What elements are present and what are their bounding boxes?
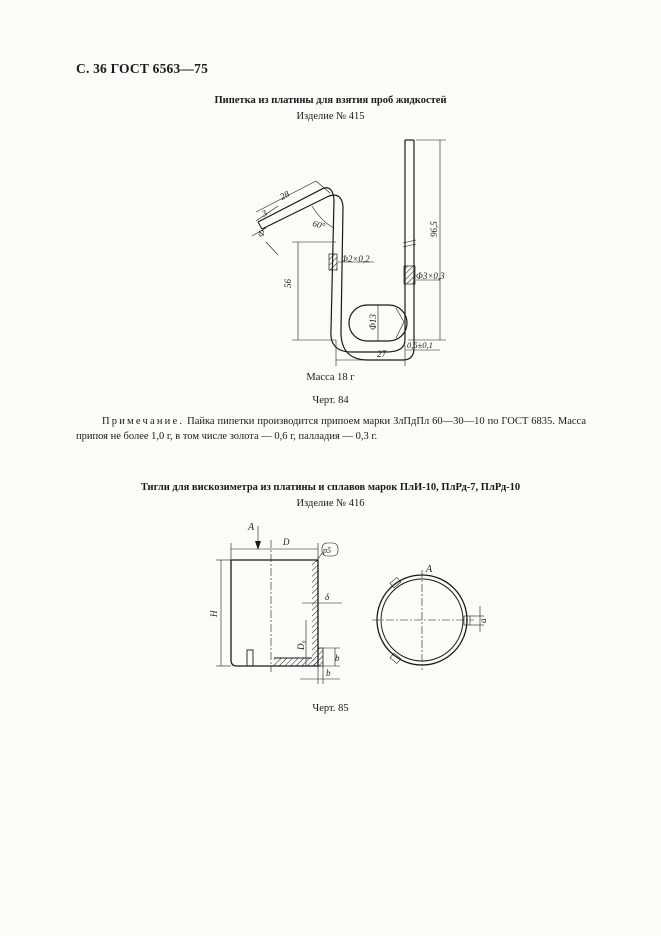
page-header: С. 36 ГОСТ 6563—75 xyxy=(76,61,209,76)
dim-phi13: Φ13 xyxy=(368,314,378,330)
dim-H: H xyxy=(209,610,219,617)
dim-3: 3 xyxy=(260,207,269,219)
dim-delta: δ xyxy=(325,592,330,602)
note-text: Пайка пипетки производится припоем марки ЗлПдПл 60—30—10 по ГОСТ 6835. Масса припоя не более 1,0 г, в том числе золота — 0,6 г, палладия — 0,3 г. xyxy=(76,416,586,442)
dim-D: D xyxy=(283,537,290,547)
dim-phi2: Φ2×0,2 xyxy=(341,254,370,264)
section-title-crucible: Тигли для вискозиметра из платины и сплавов марок ПлИ-10, ПлРд-7, ПлРд-10 xyxy=(140,482,521,493)
dim-phi3: Φ3×0,3 xyxy=(416,271,445,281)
dim-b-bottom: b xyxy=(326,668,331,678)
dim-b-right: b xyxy=(335,653,340,663)
dim-r: р5 xyxy=(323,546,331,555)
item-number-415: Изделие № 415 xyxy=(296,111,365,122)
dim-a: а xyxy=(478,618,488,623)
dim-27: 27 xyxy=(377,349,386,359)
mass-label: Масса 18 г xyxy=(306,372,355,383)
view-A-label: А xyxy=(426,564,433,575)
view-arrow-label: А xyxy=(248,522,255,533)
dim-D0: D₀ xyxy=(296,640,306,650)
section-title-pipette: Пипетка из платины для взятия проб жидкостей xyxy=(214,95,447,106)
dim-0-5: 0,5±0,1 xyxy=(407,340,433,350)
dim-96-5: 96,5 xyxy=(429,221,439,237)
dim-60-deg: 60° xyxy=(311,218,327,232)
note-lead: Примечание. xyxy=(102,416,185,427)
dim-28: 28 xyxy=(278,188,291,202)
dim-phi: Ф xyxy=(255,227,268,239)
figure-caption-85: Черт. 85 xyxy=(312,703,349,714)
dim-56: 56 xyxy=(283,279,293,288)
item-number-416: Изделие № 416 xyxy=(296,498,365,509)
figure-caption-84: Черт. 84 xyxy=(312,395,349,406)
